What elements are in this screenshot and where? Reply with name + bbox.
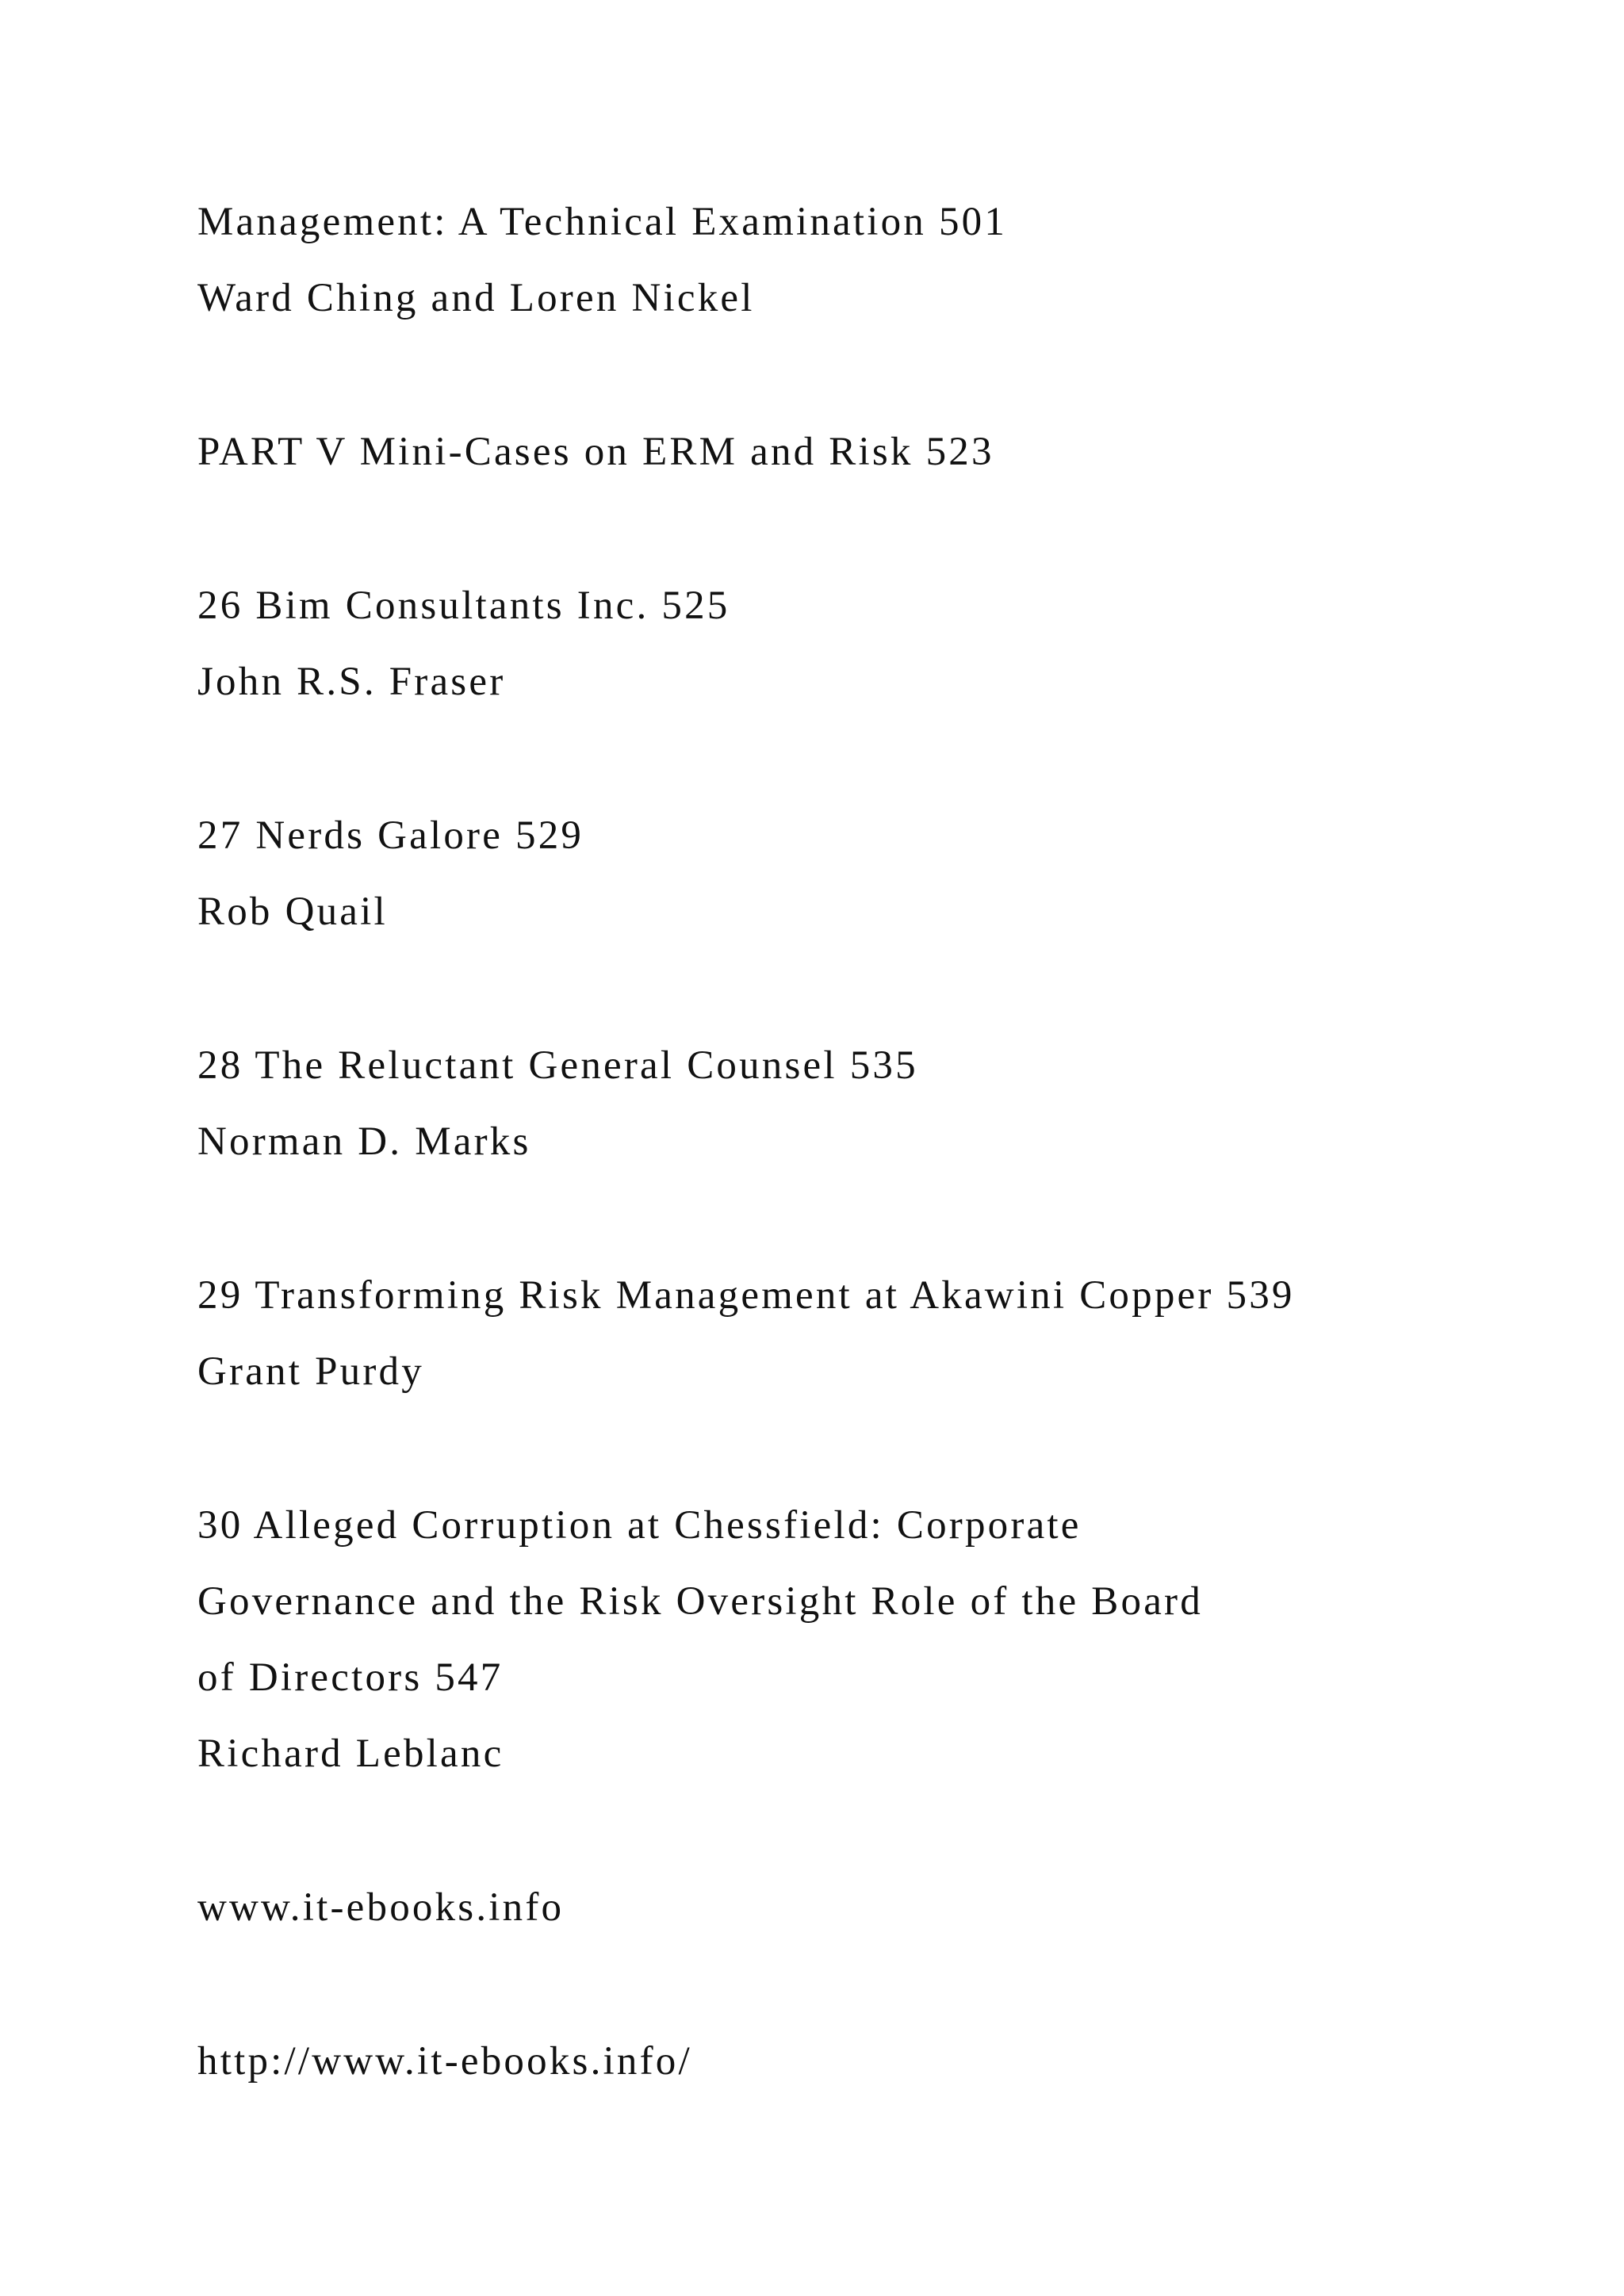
toc-entry-27-author: Rob Quail [197, 890, 388, 934]
toc-entry-29-author: Grant Purdy [197, 1349, 424, 1394]
toc-entry-26-title: 26 Bim Consultants Inc. 525 [197, 584, 730, 628]
source-website-text: www.it-ebooks.info [197, 1885, 565, 1930]
toc-entry-title-line: Management: A Technical Examination 501 [197, 200, 1008, 244]
toc-entry-29-title: 29 Transforming Risk Management at Akawini Copper 539 [197, 1273, 1295, 1318]
toc-entry-28-author: Norman D. Marks [197, 1119, 531, 1164]
toc-entry-30-author: Richard Leblanc [197, 1732, 504, 1776]
toc-entry-27-title: 27 Nerds Galore 529 [197, 813, 584, 858]
source-url-text: http://www.it-ebooks.info/ [197, 2039, 692, 2084]
toc-entry-30-title-line-1: 30 Alleged Corruption at Chessfield: Corporate [197, 1503, 1082, 1548]
toc-entry-26-author: John R.S. Fraser [197, 660, 506, 704]
toc-entry-28-title: 28 The Reluctant General Counsel 535 [197, 1043, 918, 1088]
part-heading: PART V Mini-Cases on ERM and Risk 523 [197, 430, 994, 474]
toc-entry-30-title-line-3: of Directors 547 [197, 1655, 504, 1700]
toc-entry-30-title-line-2: Governance and the Risk Oversight Role of the Board [197, 1579, 1203, 1624]
toc-entry-author: Ward Ching and Loren Nickel [197, 276, 755, 320]
